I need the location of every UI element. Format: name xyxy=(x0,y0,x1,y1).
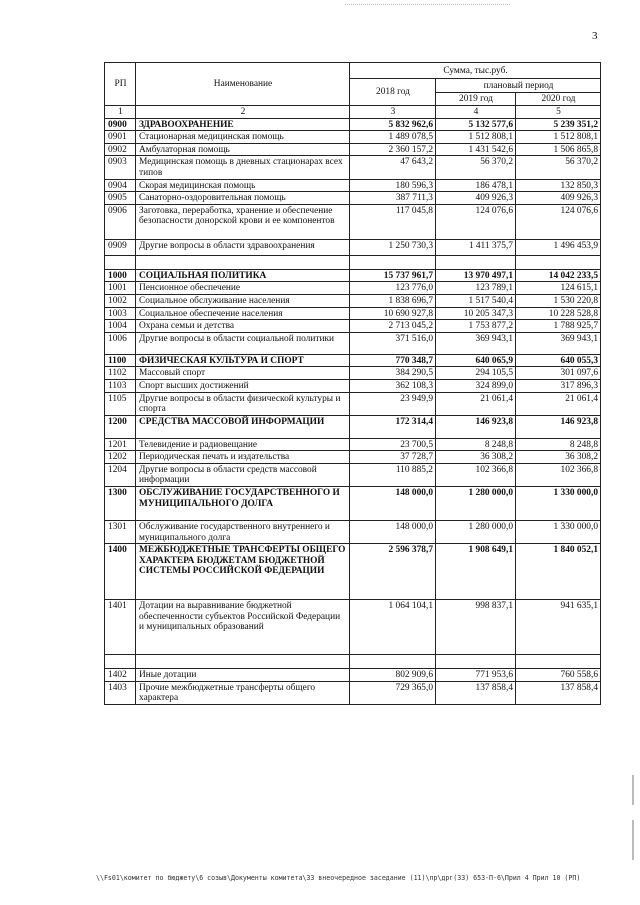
table-row xyxy=(105,415,601,438)
budget-table xyxy=(104,62,601,705)
table-row xyxy=(105,681,601,704)
value-2018: 1 250 730,3 xyxy=(350,239,436,255)
table-row xyxy=(105,204,601,239)
value-2018: 1 838 696,7 xyxy=(350,294,436,307)
value-2018: 2 713 045,2 xyxy=(350,320,436,333)
rp-code: 1102 xyxy=(105,367,136,380)
value-2020: 137 858,4 xyxy=(516,681,601,704)
header-rp: РП xyxy=(105,63,136,106)
rp-code: 0901 xyxy=(105,131,136,144)
value-2018: 5 832 962,6 xyxy=(350,118,436,131)
header-col-2: 2 xyxy=(136,106,350,119)
table-row xyxy=(105,143,601,156)
rp-code: 1200 xyxy=(105,415,136,438)
rp-code: 1105 xyxy=(105,392,136,415)
value-2018: 387 711,3 xyxy=(350,192,436,205)
value-2019: 1 517 540,4 xyxy=(436,294,516,307)
value-2020: 640 055,3 xyxy=(516,354,601,367)
value-2020: 36 308,2 xyxy=(516,451,601,464)
value-2019: 1 431 542,6 xyxy=(436,143,516,156)
rp-code: 0902 xyxy=(105,143,136,156)
value-2018: 2 596 378,7 xyxy=(350,544,436,600)
header-col-3: 3 xyxy=(350,106,436,119)
rp-code: 0903 xyxy=(105,156,136,179)
scan-artifact xyxy=(632,775,634,805)
value-2019: 36 308,2 xyxy=(436,451,516,464)
value-2018: 123 776,0 xyxy=(350,282,436,295)
item-name: Социальное обеспечение населения xyxy=(136,307,350,320)
empty-cell xyxy=(516,655,601,669)
value-2020: 1 330 000,0 xyxy=(516,521,601,544)
rp-code: 1403 xyxy=(105,681,136,704)
header-col-1: 1 xyxy=(105,106,136,119)
table-row xyxy=(105,354,601,367)
item-name: Массовый спорт xyxy=(136,367,350,380)
value-2019: 1 908 649,1 xyxy=(436,544,516,600)
empty-cell xyxy=(436,255,516,269)
rp-code: 1202 xyxy=(105,451,136,464)
value-2019: 369 943,1 xyxy=(436,332,516,354)
value-2019: 137 858,4 xyxy=(436,681,516,704)
empty-cell xyxy=(136,255,350,269)
value-2020: 56 370,2 xyxy=(516,156,601,179)
value-2020: 14 042 233,5 xyxy=(516,269,601,282)
value-2019: 640 065,9 xyxy=(436,354,516,367)
item-name: Иные дотации xyxy=(136,669,350,682)
table-row xyxy=(105,600,601,655)
item-name: СОЦИАЛЬНАЯ ПОЛИТИКА xyxy=(136,269,350,282)
value-2020: 8 248,8 xyxy=(516,438,601,451)
item-name: Скорая медицинская помощь xyxy=(136,179,350,192)
value-2020: 1 496 453,9 xyxy=(516,239,601,255)
value-2018: 148 000,0 xyxy=(350,521,436,544)
rp-code: 1103 xyxy=(105,379,136,392)
item-name: Социальное обслуживание населения xyxy=(136,294,350,307)
value-2019: 124 076,6 xyxy=(436,204,516,239)
table-row xyxy=(105,438,601,451)
item-name: Дотации на выравнивание бюджетной обеспеченности субъектов Российской Федерации и муниципальных образований xyxy=(136,600,350,655)
item-name: Другие вопросы в области физической культуры и спорта xyxy=(136,392,350,415)
value-2018: 2 360 157,2 xyxy=(350,143,436,156)
table-row xyxy=(105,192,601,205)
value-2018: 362 108,3 xyxy=(350,379,436,392)
value-2020: 10 228 528,8 xyxy=(516,307,601,320)
table-row xyxy=(105,521,601,544)
value-2018: 23 949,9 xyxy=(350,392,436,415)
rp-code: 0909 xyxy=(105,239,136,255)
value-2018: 371 516,0 xyxy=(350,332,436,354)
rp-code: 0904 xyxy=(105,179,136,192)
item-name: Обслуживание государственного внутреннего и муниципального долга xyxy=(136,521,350,544)
table-row xyxy=(105,294,601,307)
value-2020: 760 558,6 xyxy=(516,669,601,682)
value-2019: 1 280 000,0 xyxy=(436,487,516,521)
value-2018: 1 489 078,5 xyxy=(350,131,436,144)
table-row xyxy=(105,239,601,255)
rp-code: 0906 xyxy=(105,204,136,239)
table-row xyxy=(105,156,601,179)
item-name: ЗДРАВООХРАНЕНИЕ xyxy=(136,118,350,131)
table-row xyxy=(105,451,601,464)
value-2018: 37 728,7 xyxy=(350,451,436,464)
header-name: Наименование xyxy=(136,63,350,106)
value-2020: 301 097,6 xyxy=(516,367,601,380)
table-row xyxy=(105,282,601,295)
rp-code: 1002 xyxy=(105,294,136,307)
value-2020: 124 076,6 xyxy=(516,204,601,239)
spacer-row xyxy=(105,655,601,669)
empty-cell xyxy=(436,655,516,669)
value-2018: 770 348,7 xyxy=(350,354,436,367)
empty-cell xyxy=(516,255,601,269)
value-2018: 148 000,0 xyxy=(350,487,436,521)
value-2020: 317 896,3 xyxy=(516,379,601,392)
empty-cell xyxy=(105,255,136,269)
table-row xyxy=(105,307,601,320)
header-2019: 2019 год xyxy=(436,93,516,106)
value-2019: 13 970 497,1 xyxy=(436,269,516,282)
rp-code: 1003 xyxy=(105,307,136,320)
value-2019: 5 132 577,6 xyxy=(436,118,516,131)
value-2019: 186 478,1 xyxy=(436,179,516,192)
item-name: Другие вопросы в области средств массовой информации xyxy=(136,463,350,486)
value-2018: 110 885,2 xyxy=(350,463,436,486)
item-name: Санаторно-оздоровительная помощь xyxy=(136,192,350,205)
value-2020: 146 923,8 xyxy=(516,415,601,438)
rp-code: 1300 xyxy=(105,487,136,521)
value-2019: 1 280 000,0 xyxy=(436,521,516,544)
value-2018: 1 064 104,1 xyxy=(350,600,436,655)
item-name: Периодическая печать и издательства xyxy=(136,451,350,464)
rp-code: 1401 xyxy=(105,600,136,655)
table-row xyxy=(105,379,601,392)
value-2020: 132 850,3 xyxy=(516,179,601,192)
table-row xyxy=(105,269,601,282)
value-2019: 409 926,3 xyxy=(436,192,516,205)
value-2020: 1 506 865,8 xyxy=(516,143,601,156)
rp-code: 1204 xyxy=(105,463,136,486)
item-name: Спорт высших достижений xyxy=(136,379,350,392)
value-2018: 802 909,6 xyxy=(350,669,436,682)
value-2019: 1 411 375,7 xyxy=(436,239,516,255)
value-2019: 21 061,4 xyxy=(436,392,516,415)
value-2019: 146 923,8 xyxy=(436,415,516,438)
value-2018: 729 365,0 xyxy=(350,681,436,704)
item-name: Пенсионное обеспечение xyxy=(136,282,350,295)
table-row xyxy=(105,487,601,521)
header-col-4: 4 xyxy=(436,106,516,119)
value-2018: 15 737 961,7 xyxy=(350,269,436,282)
rp-code: 1400 xyxy=(105,544,136,600)
header-2020: 2020 год xyxy=(516,93,601,106)
spacer-row xyxy=(105,255,601,269)
value-2019: 998 837,1 xyxy=(436,600,516,655)
item-name: Охрана семьи и детства xyxy=(136,320,350,333)
empty-cell xyxy=(350,255,436,269)
item-name: Медицинская помощь в дневных стационарах всех типов xyxy=(136,156,350,179)
table-row xyxy=(105,332,601,354)
table-row xyxy=(105,544,601,600)
value-2018: 23 700,5 xyxy=(350,438,436,451)
value-2019: 123 789,1 xyxy=(436,282,516,295)
item-name: МЕЖБЮДЖЕТНЫЕ ТРАНСФЕРТЫ ОБЩЕГО ХАРАКТЕРА БЮДЖЕТАМ БЮДЖЕТНОЙ СИСТЕМЫ РОССИЙСКОЙ ФЕДЕРАЦИИ xyxy=(136,544,350,600)
rp-code: 1000 xyxy=(105,269,136,282)
table-row xyxy=(105,669,601,682)
header-planned: плановый период xyxy=(436,79,601,93)
value-2020: 369 943,1 xyxy=(516,332,601,354)
rp-code: 1301 xyxy=(105,521,136,544)
item-name: СРЕДСТВА МАССОВОЙ ИНФОРМАЦИИ xyxy=(136,415,350,438)
rp-code: 1100 xyxy=(105,354,136,367)
rp-code: 1201 xyxy=(105,438,136,451)
header-col-5: 5 xyxy=(516,106,601,119)
value-2020: 21 061,4 xyxy=(516,392,601,415)
rp-code: 1402 xyxy=(105,669,136,682)
table-row xyxy=(105,367,601,380)
rp-code: 1001 xyxy=(105,282,136,295)
item-name: Прочие межбюджетные трансферты общего характера xyxy=(136,681,350,704)
empty-cell xyxy=(350,655,436,669)
value-2020: 124 615,1 xyxy=(516,282,601,295)
file-path-footer: \\Fs01\комитет по бюджету\6 созыв\Документы комитета\33 внеочередное заседание (11)\пр\дрг(33) 653-П-6\Прил 4 Прил 10 (РП) xyxy=(96,874,581,882)
value-2019: 1 512 808,1 xyxy=(436,131,516,144)
item-name: Телевидение и радиовещание xyxy=(136,438,350,451)
value-2020: 1 840 052,1 xyxy=(516,544,601,600)
value-2019: 56 370,2 xyxy=(436,156,516,179)
page-number: 3 xyxy=(592,30,598,42)
value-2019: 1 753 877,2 xyxy=(436,320,516,333)
empty-cell xyxy=(136,655,350,669)
empty-cell xyxy=(105,655,136,669)
value-2018: 172 314,4 xyxy=(350,415,436,438)
value-2019: 102 366,8 xyxy=(436,463,516,486)
table-row xyxy=(105,131,601,144)
table-row xyxy=(105,392,601,415)
rp-code: 0900 xyxy=(105,118,136,131)
value-2020: 5 239 351,2 xyxy=(516,118,601,131)
item-name: Амбулаторная помощь xyxy=(136,143,350,156)
value-2018: 10 690 927,8 xyxy=(350,307,436,320)
item-name: Заготовка, переработка, хранение и обеспечение безопасности донорской крови и ее компонентов xyxy=(136,204,350,239)
rp-code: 1006 xyxy=(105,332,136,354)
value-2019: 324 899,0 xyxy=(436,379,516,392)
header-2018: 2018 год xyxy=(350,79,436,106)
header-sum: Сумма, тыс.руб. xyxy=(350,63,601,79)
value-2020: 1 530 220,8 xyxy=(516,294,601,307)
value-2019: 8 248,8 xyxy=(436,438,516,451)
value-2020: 409 926,3 xyxy=(516,192,601,205)
item-name: Другие вопросы в области социальной политики xyxy=(136,332,350,354)
value-2018: 117 045,8 xyxy=(350,204,436,239)
item-name: ОБСЛУЖИВАНИЕ ГОСУДАРСТВЕННОГО И МУНИЦИПАЛЬНОГО ДОЛГА xyxy=(136,487,350,521)
value-2020: 1 788 925,7 xyxy=(516,320,601,333)
value-2019: 294 105,5 xyxy=(436,367,516,380)
value-2019: 10 205 347,3 xyxy=(436,307,516,320)
table-row xyxy=(105,463,601,486)
item-name: ФИЗИЧЕСКАЯ КУЛЬТУРА И СПОРТ xyxy=(136,354,350,367)
table-row xyxy=(105,320,601,333)
item-name: Другие вопросы в области здравоохранения xyxy=(136,239,350,255)
value-2020: 941 635,1 xyxy=(516,600,601,655)
value-2019: 771 953,6 xyxy=(436,669,516,682)
scan-artifact xyxy=(632,820,634,860)
value-2018: 47 643,2 xyxy=(350,156,436,179)
scan-artifact xyxy=(345,4,510,8)
value-2020: 1 330 000,0 xyxy=(516,487,601,521)
table-row xyxy=(105,118,601,131)
item-name: Стационарная медицинская помощь xyxy=(136,131,350,144)
value-2018: 180 596,3 xyxy=(350,179,436,192)
table-row xyxy=(105,179,601,192)
value-2020: 102 366,8 xyxy=(516,463,601,486)
value-2018: 384 290,5 xyxy=(350,367,436,380)
rp-code: 1004 xyxy=(105,320,136,333)
rp-code: 0905 xyxy=(105,192,136,205)
value-2020: 1 512 808,1 xyxy=(516,131,601,144)
